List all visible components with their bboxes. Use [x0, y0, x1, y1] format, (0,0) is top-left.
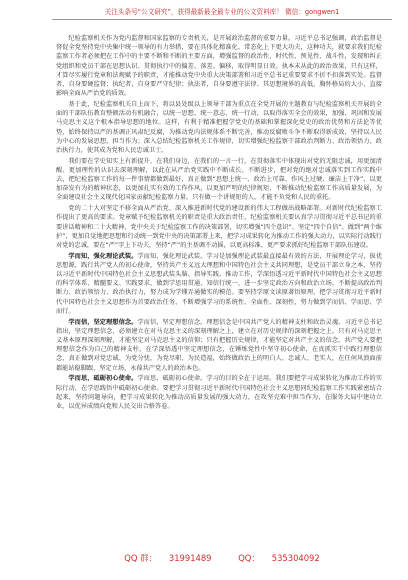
paragraph-text: 学而知，强化理论武装。学习是加强理论武装最直接最有效的方法，开展理论学习，拔优思想源，践行共产党人的初心使命，坚持共产主义远大理想和中国特色社会主义共同理想，是党员干部立身之本，坚持以习近平新时代中国特色社会主义思想武装头脑、指导实践、推动工作，学深悟透习近平新时代中国特色社会主义思想的科学体系、精髓要义、实践要求，做到学思用贯通、知信行统一，进一步坚定政治方向和政治立场，不断提高政治判断力、政治领悟力、政治执行力，努力成为学懂弄通做实的模范。要坚持学原文读原著悟原理，把学习贯彻习近平新时代中国特色社会主义思想作为首要政治任务，不断增强学习的系统性、全面性、深刻性，努力做到学而信、学而思、学而行。 [56, 252, 382, 315]
header-banner: 关注头条号“公文研究”，获得最新最全最专业的公文资料库！ 微信：gongwen1 [104, 8, 340, 16]
section-heading: 学而信，坚定理想信念。 [68, 318, 138, 326]
qq-group-number: 31991489 [168, 553, 212, 563]
paragraph-with-heading [56, 318, 382, 373]
paragraph: 纪检监察机关作为党内监督和国家监察的专责机关，是开展政治监督的重要力量。习近平总书记强调，政治监督是督促全党坚持党中央集中统一领导的有力举措，要在具体化精准化、常态化上下更大功夫，这种功夫，就要求我们纪检监察工作者必须把在工作中的主要不断和不断的主要方面，增强监督的政治性、时代性、预见性、战斗性，发现和纠正党组织和党员干部在思想认识、贯彻执行中的偏差、落差、偏移，取得明显日效。执本末从此的政治效果，只有这样，才算尽实履行党章和法规赋予的职责，才能推动党中央重大决策部署和习近平总书记重要要求不折不扣落到实处。监督者，自身要硬监督；执纪者，自身要严守纪律；执法者，自身要遵守法律。其思想境界的高低、胸怀格局的大小，直接影响全面从严治党的质效。 [56, 35, 382, 98]
qq-contact [232, 553, 326, 563]
qq-label: QQ： [238, 553, 260, 563]
qq-number: 535304092 [271, 553, 320, 563]
paragraph: 基于此，纪检监察机关自上而下，将以县处级以上领导干部为重点在全党开展的主题教育与纪检监察机关开展的全面的干部队伍教育整顿活动有机融合，以统一思想、统一意志、统一行动，以取得落实全会的效果，加强、巩固和发展马克思主义这个根本指导思想的地位。这样，有利于精准把握学党史的基础和掌握深化党史的政治优势和方法论等优势，始终保持以严的基调正风肃纪反腐，为推动党内法规体系不断完善，推动反腐败斗争不断取得新成效，坚持以人民为中心的发展思想，担当作为；深入总结纪检监察机关工作规律，切实增强纪检监察干部政治判断力、政治领悟力、政治执行力，使其成为党和人民忠诚卫士。 [56, 100, 382, 154]
paragraph-text: 学而思，砥砺初心使命。学习的目的全在于运用。我们要把学习成果转化为推动工作的实际行动，在学思践悟中砥砺初心使命。要把学习贯彻习近平新时代中国特色社会主义思想同纪检监察工作实践紧密结合起来，坚持问题导向，把学习成果转化为推动高质量发展的强大动力，在攻坚克难中担当作为，在服务大局中建功立业，以优异成绩向党和人民交出合格答卷。 [56, 375, 382, 410]
paragraph-with-heading [56, 374, 382, 411]
header-divider [52, 19, 392, 20]
paragraph-with-heading [56, 252, 382, 316]
paragraph-text: 学而信，坚定理想信念。理想信念是中国共产党人的精神支柱和政治灵魂。习近平总书记指出，坚定理想信念，必须建立在对马克思主义的深刻理解之上，建立在对历史规律的深刻把握之上。只有对马克思主义基本原理深刻理解，才能坚定对马克思主义的信仰；只有把握历史规律，才能坚定对共产主义的信念。共产党人要把理想信念作为自己的精神支柱，在学深悟透中坚定理想信念，在锤炼党性中坚守初心使命，在真抓实干中践行理想信念，真正做到对党忠诚、为党分忧、为党尽职、为民造福，始终做政治上的明白人、忠诚人、老实人，在任何风浪面前都能站稳脚跟、坚定立场，永葆共产党人的政治本色。 [56, 318, 382, 372]
paragraph: 我们要在学史知实上有新提升，在我们身边，在我们的一言一行，在贯彻落实中体现出对党的无限忠诚，用更加清醒、更加理性的认识去深刻理解，以此在从严治党实践中不断成长、不断进步，把对党的绝对忠诚落实到工作实践中去，把纪检监察工作的每一件事情都做到最好，真正做到“思想上统一、政治上可靠、作风上过硬、廉洁上干净”，以更加奋发有为的精神状态，以更加扎实有效的工作作风，以更加严明的纪律规矩，不断推动纪检监察工作高质量发展，为全面建设社会主义现代化国家贡献纪检监察力量。只有做一个讲规矩的人，才能不负党和人民的重托。 [56, 157, 382, 202]
paragraph: 党的二十大对坚定不移全面从严治党、深入推进新时代党的建设新的伟大工程做出战略部署。对新时代纪检监察工作提出了更高的要求。党章赋予纪检监察机关的职责是重大政治责任，纪检监察机关要认真学习贯彻习近平总书记的重要讲话精神和二十大精神，党中央关于纪检监察工作的决策部署，切实增强“四个意识”、坚定“四个自信”、做到“两个维护”，更加自觉地把思想和行动统一到党中央的决策部署上来，把学习成果转化为推动工作的强大动力，以实际行动践行对党的忠诚，要在“严”字上下功夫，坚持“严”的主基调不动摇，以更高标准、更严要求抓好纪检监察干部队伍建设。 [56, 205, 382, 249]
qq-group [118, 553, 217, 563]
section-heading: 学而思，砥砺初心使命。 [68, 375, 138, 383]
qq-group-label: QQ 群： [124, 553, 157, 563]
footer-contact [52, 552, 392, 564]
section-heading: 学而知，强化理论武装。 [68, 252, 138, 260]
document-body [56, 34, 382, 548]
